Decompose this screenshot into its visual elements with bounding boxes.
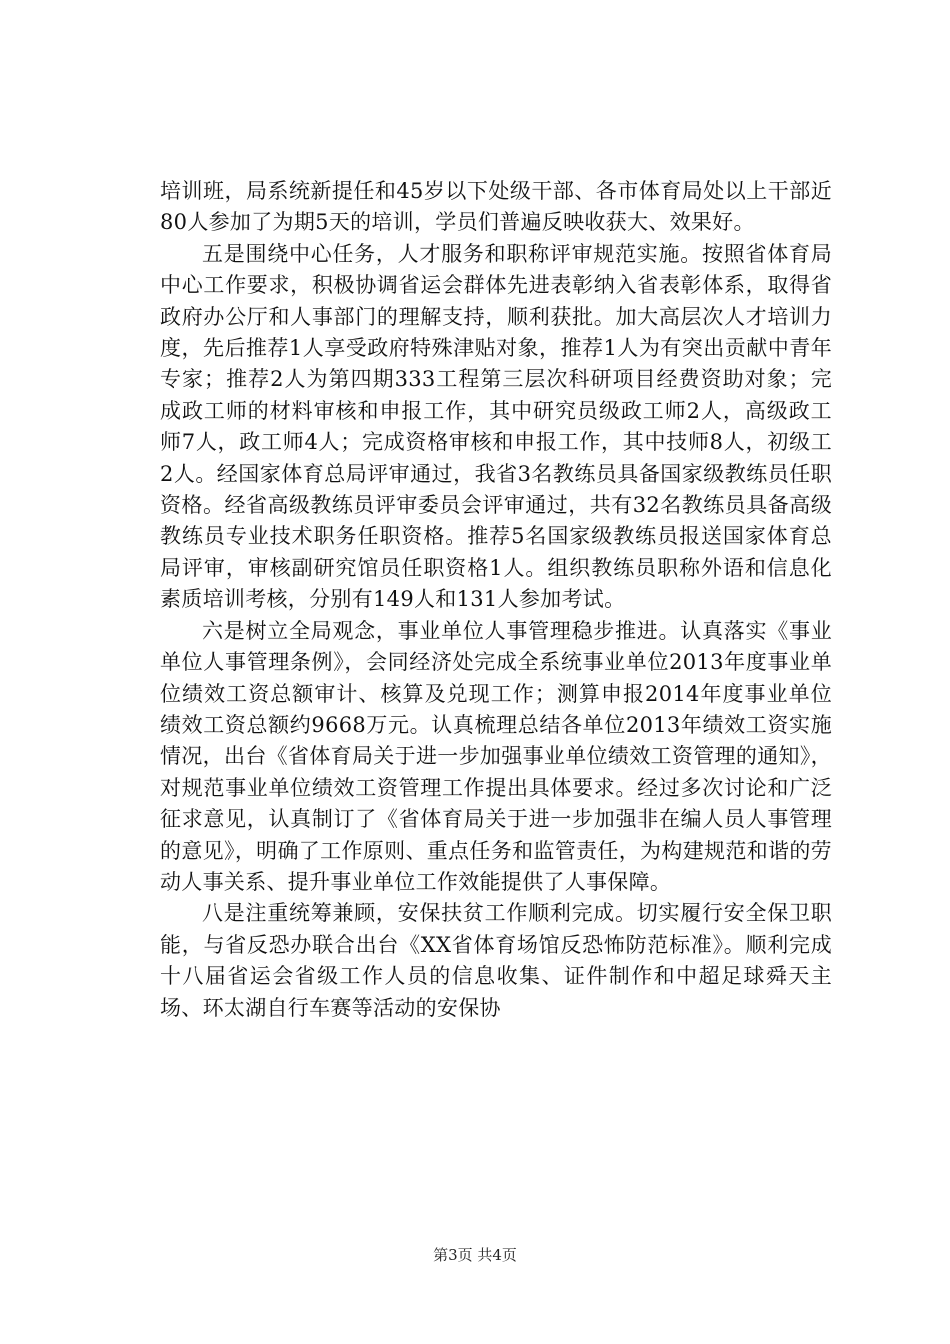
page-footer: 第3页 共4页 bbox=[433, 1246, 517, 1264]
paragraph-continuation: 培训班，局系统新提任和45岁以下处级干部、各市体育局处以上干部近80人参加了为期5天的培训，学员们普遍反映收获大、效果好。 bbox=[160, 179, 832, 235]
paragraph-item-six: 六是树立全局观念，事业单位人事管理稳步推进。认真落实《事业单位人事管理条例》，会同经济处完成全系统事业单位2013年度事业单位绩效工资总额审计、核算及兑现工作；测算申报2014年度事业单位绩效工资总额约9668万元。认真梳理总结各单位2013年绩效工资实施情况，出台《省体育局关于进一步加强事业单位绩效工资管理的通知》，对规范事业单位绩效工资管理工作提出具体要求。经过多次讨论和广泛征求意见，认真制订了《省体育局关于进一步加强非在编人员人事管理的意见》，明确了工作原则、重点任务和监管责任，为构建规范和谐的劳动人事关系、提升事业单位工作效能提供了人事保障。 bbox=[160, 618, 832, 894]
document-body bbox=[160, 176, 832, 1024]
paragraph-item-eight: 八是注重统筹兼顾，安保扶贫工作顺利完成。切实履行安全保卫职能，与省反恐办联合出台《XX省体育场馆反恐怖防范标准》。顺利完成十八届省运会省级工作人员的信息收集、证件制作和中超足球舜天主场、环太湖自行车赛等活动的安保协 bbox=[160, 901, 832, 1020]
paragraph-item-five: 五是围绕中心任务，人才服务和职称评审规范实施。按照省体育局中心工作要求，积极协调省运会群体先进表彰纳入省表彰体系，取得省政府办公厅和人事部门的理解支持，顺利获批。加大高层次人才培训力度，先后推荐1人享受政府特殊津贴对象，推荐1人为有突出贡献中青年专家；推荐2人为第四期333工程第三层次科研项目经费资助对象；完成政工师的材料审核和申报工作，其中研究员级政工师2人，高级政工师7人，政工师4人；完成资格审核和申报工作，其中技师8人，初级工2人。经国家体育总局评审通过，我省3名教练员具备国家级教练员任职资格。经省高级教练员评审委员会评审通过，共有32名教练员具备高级教练员专业技术职务任职资格。推荐5名国家级教练员报送国家体育总局评审，审核副研究馆员任职资格1人。组织教练员职称外语和信息化素质培训考核，分别有149人和131人参加考试。 bbox=[160, 241, 832, 612]
